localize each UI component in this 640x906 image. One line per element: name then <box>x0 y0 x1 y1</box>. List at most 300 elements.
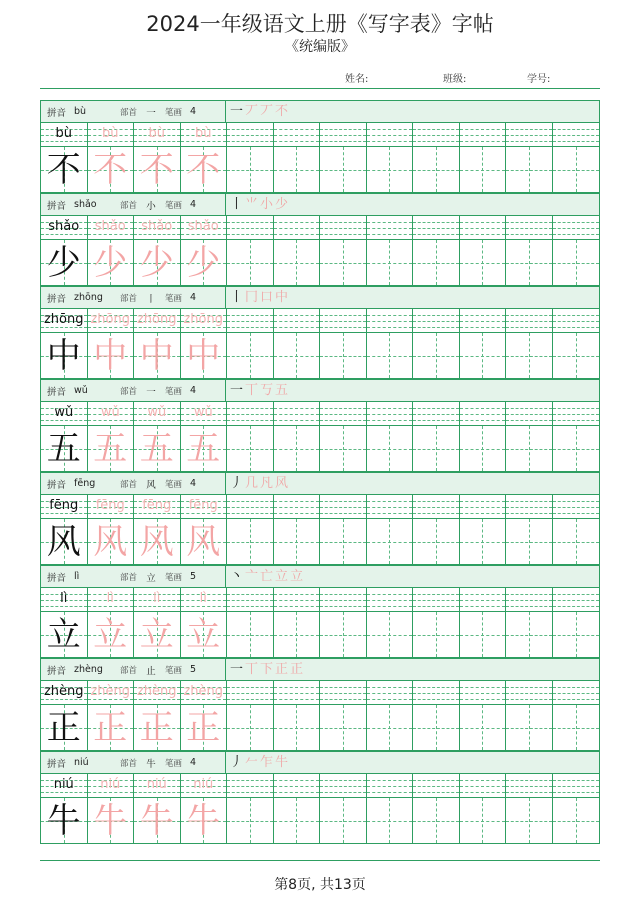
tian-grid-cell <box>506 705 553 750</box>
character-trace: 中 <box>139 336 174 376</box>
tian-grid-cell <box>320 147 367 192</box>
stroke-order-area <box>226 752 599 773</box>
pinyin-cell <box>227 216 274 239</box>
character-trace: 中 <box>186 336 221 376</box>
tian-grid-cell <box>460 240 507 285</box>
pinyin-cell <box>367 402 414 425</box>
pinyin-trace: zhèng <box>183 684 224 699</box>
tian-grid-cell <box>134 798 181 843</box>
info-row <box>40 193 600 215</box>
tian-grid-cell <box>367 612 414 657</box>
character-model: 不 <box>46 150 81 190</box>
pinyin-cell <box>506 402 553 425</box>
pinyin-cell <box>506 309 553 332</box>
pinyin-cell <box>460 774 507 797</box>
tian-grid-cell <box>460 333 507 378</box>
stroke-step: 丆 <box>245 104 259 119</box>
radical-label: 部首 <box>120 200 138 211</box>
tian-grid-cell <box>134 240 181 285</box>
radical-label: 部首 <box>120 572 138 583</box>
stroke-count-label: 笔画 <box>165 293 183 304</box>
pinyin-cell <box>88 123 135 146</box>
stroke-order <box>230 101 290 122</box>
tian-grid-cell <box>41 426 88 471</box>
character-writing-row <box>40 332 600 379</box>
pinyin-trace: fēng <box>95 498 125 513</box>
pinyin-cell <box>227 402 274 425</box>
tian-grid-cell <box>320 705 367 750</box>
pinyin-cell <box>134 588 181 611</box>
pinyin-cell <box>320 495 367 518</box>
pinyin-trace: zhōng <box>136 312 177 327</box>
pinyin-writing-row <box>40 122 600 146</box>
character-trace: 五 <box>93 429 128 469</box>
tian-grid-cell <box>274 519 321 564</box>
pinyin-cell <box>274 216 321 239</box>
pinyin-cell <box>274 588 321 611</box>
radical-label: 部首 <box>120 107 138 118</box>
pinyin-cell <box>553 495 600 518</box>
tian-grid-cell <box>413 798 460 843</box>
tian-grid-cell <box>413 147 460 192</box>
character-trace: 牛 <box>139 801 174 841</box>
pinyin-cell <box>181 681 228 704</box>
pinyin-trace: zhèng <box>136 684 177 699</box>
pinyin-cell <box>88 402 135 425</box>
tian-grid-cell <box>181 147 228 192</box>
radical-value: 一 <box>146 386 156 398</box>
pinyin-trace: bù <box>148 126 165 141</box>
pinyin-trace: fēng <box>188 498 218 513</box>
pinyin-cell <box>460 123 507 146</box>
pinyin-cell <box>274 495 321 518</box>
character-trace: 少 <box>139 243 174 283</box>
tian-grid-cell <box>134 519 181 564</box>
pinyin-cell <box>88 774 135 797</box>
char-info <box>41 659 226 680</box>
character-trace: 不 <box>93 150 128 190</box>
char-info <box>41 566 226 587</box>
char-info <box>41 194 226 215</box>
tian-grid-cell <box>460 798 507 843</box>
stroke-order-area <box>226 473 599 494</box>
practice-block <box>40 658 600 751</box>
char-info <box>41 752 226 773</box>
stroke-order-area <box>226 659 599 680</box>
tian-grid-cell <box>320 333 367 378</box>
tian-grid-cell <box>506 519 553 564</box>
stroke-count-value: 4 <box>190 106 197 117</box>
pinyin-trace: lì <box>199 591 207 606</box>
stroke-count-value: 4 <box>190 199 197 210</box>
pinyin-cell <box>506 681 553 704</box>
tian-grid-cell <box>88 147 135 192</box>
tian-grid-cell <box>506 612 553 657</box>
pinyin-cell <box>320 216 367 239</box>
info-row <box>40 472 600 494</box>
pinyin-cell <box>413 402 460 425</box>
tian-grid-cell <box>320 426 367 471</box>
character-trace: 正 <box>93 708 128 748</box>
pinyin-model: zhōng <box>43 312 84 327</box>
character-model: 正 <box>46 708 81 748</box>
pinyin-cell <box>88 681 135 704</box>
stroke-step: 丆 <box>260 104 274 119</box>
tian-grid-cell <box>506 333 553 378</box>
pinyin-writing-row <box>40 215 600 239</box>
character-writing-row <box>40 611 600 658</box>
practice-block <box>40 286 600 379</box>
pinyin-cell <box>506 123 553 146</box>
tian-grid-cell <box>413 426 460 471</box>
stroke-step: 凡 <box>260 476 274 491</box>
pinyin-writing-row <box>40 680 600 704</box>
pinyin-trace: wǔ <box>193 405 213 420</box>
stroke-step: 正 <box>275 662 289 677</box>
pinyin-model: zhèng <box>43 684 84 699</box>
top-rule <box>40 88 600 89</box>
pinyin-cell <box>553 123 600 146</box>
character-trace: 牛 <box>93 801 128 841</box>
stroke-step: 𠂉 <box>245 755 259 770</box>
stroke-step: 一 <box>230 104 244 119</box>
pinyin-cell <box>413 123 460 146</box>
tian-grid-cell <box>41 705 88 750</box>
tian-grid-cell <box>367 147 414 192</box>
tian-grid-cell <box>506 798 553 843</box>
pinyin-label: 拼音 <box>47 107 67 119</box>
pinyin-trace: bù <box>195 126 212 141</box>
pinyin-model: bù <box>55 126 72 141</box>
student-id-label: 学号: <box>527 74 551 85</box>
character-trace: 正 <box>139 708 174 748</box>
character-trace: 立 <box>139 615 174 655</box>
stroke-count-value: 5 <box>190 571 197 582</box>
pinyin-label: 拼音 <box>47 200 67 212</box>
character-trace: 五 <box>139 429 174 469</box>
name-label: 姓名: <box>345 74 369 85</box>
tian-grid-cell <box>227 147 274 192</box>
pinyin-trace: zhèng <box>90 684 131 699</box>
pinyin-cell <box>320 402 367 425</box>
pinyin-trace: bù <box>102 126 119 141</box>
pinyin-trace: lì <box>106 591 114 606</box>
character-model: 少 <box>46 243 81 283</box>
tian-grid-cell <box>320 240 367 285</box>
character-trace: 少 <box>93 243 128 283</box>
pinyin-writing-row <box>40 587 600 611</box>
character-writing-row <box>40 518 600 565</box>
radical-value: 立 <box>146 572 156 584</box>
tian-grid-cell <box>41 519 88 564</box>
character-trace: 少 <box>186 243 221 283</box>
stroke-count-label: 笔画 <box>165 200 183 211</box>
pinyin-trace: shǎo <box>94 219 126 234</box>
tian-grid-cell <box>553 519 600 564</box>
tian-grid-cell <box>134 333 181 378</box>
pinyin-model: lì <box>60 591 68 606</box>
character-writing-row <box>40 797 600 844</box>
tian-grid-cell <box>506 147 553 192</box>
pinyin-cell <box>134 495 181 518</box>
radical-label: 部首 <box>120 665 138 676</box>
character-trace: 牛 <box>186 801 221 841</box>
tian-grid-cell <box>460 147 507 192</box>
pinyin-cell <box>320 588 367 611</box>
character-trace: 风 <box>139 522 174 562</box>
page-title: 2024一年级语文上册《写字表》字帖 <box>146 12 494 36</box>
pinyin-cell <box>134 681 181 704</box>
tian-grid-cell <box>41 333 88 378</box>
stroke-step: 不 <box>275 104 289 119</box>
stroke-count-label: 笔画 <box>165 386 183 397</box>
stroke-step: 风 <box>275 476 289 491</box>
tian-grid-cell <box>506 426 553 471</box>
tian-grid-cell <box>274 705 321 750</box>
pinyin-cell <box>41 123 88 146</box>
pinyin-cell <box>320 774 367 797</box>
char-info <box>41 287 226 308</box>
pinyin-cell <box>367 681 414 704</box>
tian-grid-cell <box>460 705 507 750</box>
page-subtitle: 《统编版》 <box>285 39 355 55</box>
pinyin-cell <box>41 402 88 425</box>
info-row <box>40 379 600 401</box>
stroke-order <box>230 473 290 494</box>
tian-grid-cell <box>553 333 600 378</box>
tian-grid-cell <box>274 612 321 657</box>
pinyin-trace: zhōng <box>90 312 130 327</box>
stroke-step: 小 <box>260 197 274 212</box>
tian-grid-cell <box>134 705 181 750</box>
tian-grid-cell <box>88 240 135 285</box>
tian-grid-cell <box>227 798 274 843</box>
pinyin-cell <box>134 123 181 146</box>
radical-label: 部首 <box>120 479 138 490</box>
pinyin-cell <box>506 774 553 797</box>
stroke-count-label: 笔画 <box>165 479 183 490</box>
pinyin-cell <box>460 495 507 518</box>
pinyin-trace: shǎo <box>187 219 219 234</box>
pinyin-cell <box>460 681 507 704</box>
page-number: 第8页, 共13页 <box>274 877 366 893</box>
pinyin-cell <box>367 123 414 146</box>
tian-grid-cell <box>41 240 88 285</box>
pinyin-cell <box>41 309 88 332</box>
stroke-step: 丂 <box>260 383 274 398</box>
character-model: 中 <box>46 336 81 376</box>
character-trace: 五 <box>186 429 221 469</box>
pinyin-label: 拼音 <box>47 665 67 677</box>
stroke-count-label: 笔画 <box>165 665 183 676</box>
character-writing-row <box>40 425 600 472</box>
pinyin-writing-row <box>40 401 600 425</box>
tian-grid-cell <box>274 426 321 471</box>
character-trace: 不 <box>139 150 174 190</box>
character-trace: 中 <box>93 336 128 376</box>
stroke-step: 乍 <box>260 755 274 770</box>
tian-grid-cell <box>320 519 367 564</box>
stroke-step: 口 <box>260 290 274 305</box>
pinyin-cell <box>88 309 135 332</box>
tian-grid-cell <box>367 705 414 750</box>
pinyin-value: zhōng <box>74 292 103 303</box>
stroke-step: 丶 <box>230 569 244 584</box>
pinyin-value: bù <box>74 106 87 117</box>
pinyin-cell <box>181 123 228 146</box>
stroke-step: ⺌ <box>245 197 259 212</box>
character-model: 立 <box>46 615 81 655</box>
character-model: 牛 <box>46 801 81 841</box>
character-trace: 风 <box>186 522 221 562</box>
radical-label: 部首 <box>120 758 138 769</box>
tian-grid-cell <box>274 240 321 285</box>
pinyin-trace: fēng <box>142 498 172 513</box>
tian-grid-cell <box>367 519 414 564</box>
tian-grid-cell <box>227 240 274 285</box>
radical-value: 一 <box>146 107 156 119</box>
tian-grid-cell <box>88 612 135 657</box>
tian-grid-cell <box>460 426 507 471</box>
pinyin-cell <box>227 309 274 332</box>
tian-grid-cell <box>367 426 414 471</box>
stroke-count-value: 5 <box>190 664 197 675</box>
tian-grid-cell <box>134 426 181 471</box>
pinyin-value: zhèng <box>74 664 103 675</box>
pinyin-cell <box>227 123 274 146</box>
stroke-step: 五 <box>275 383 289 398</box>
practice-block <box>40 100 600 193</box>
pinyin-cell <box>367 216 414 239</box>
tian-grid-cell <box>274 147 321 192</box>
pinyin-cell <box>413 216 460 239</box>
pinyin-value: fēng <box>74 478 96 489</box>
tian-grid-cell <box>41 798 88 843</box>
pinyin-cell <box>553 309 600 332</box>
info-row <box>40 751 600 773</box>
pinyin-cell <box>553 774 600 797</box>
pinyin-cell <box>134 309 181 332</box>
stroke-order <box>230 566 305 587</box>
pinyin-cell <box>460 216 507 239</box>
practice-block <box>40 565 600 658</box>
pinyin-trace: niú <box>100 777 121 792</box>
tian-grid-cell <box>460 519 507 564</box>
pinyin-cell <box>553 588 600 611</box>
pinyin-value: lì <box>74 571 80 582</box>
tian-grid-cell <box>553 240 600 285</box>
stroke-step: 一 <box>230 662 244 677</box>
stroke-step: 正 <box>290 662 304 677</box>
stroke-step: 冂 <box>245 290 259 305</box>
pinyin-trace: niú <box>193 777 214 792</box>
tian-grid-cell <box>227 612 274 657</box>
tian-grid-cell <box>181 426 228 471</box>
pinyin-cell <box>134 402 181 425</box>
pinyin-cell <box>274 402 321 425</box>
tian-grid-cell <box>88 333 135 378</box>
pinyin-value: wǔ <box>74 385 88 396</box>
pinyin-cell <box>134 216 181 239</box>
pinyin-value: shǎo <box>74 199 97 210</box>
pinyin-cell <box>413 774 460 797</box>
practice-block <box>40 751 600 844</box>
pinyin-value: niú <box>74 757 89 768</box>
radical-label: 部首 <box>120 386 138 397</box>
info-row <box>40 100 600 122</box>
character-writing-row <box>40 146 600 193</box>
info-row <box>40 658 600 680</box>
pinyin-cell <box>274 681 321 704</box>
stroke-count-value: 4 <box>190 292 197 303</box>
stroke-count-value: 4 <box>190 757 197 768</box>
tian-grid-cell <box>413 519 460 564</box>
practice-block <box>40 193 600 286</box>
tian-grid-cell <box>367 333 414 378</box>
tian-grid-cell <box>227 705 274 750</box>
pinyin-cell <box>134 774 181 797</box>
stroke-step: 亠 <box>245 569 259 584</box>
tian-grid-cell <box>553 705 600 750</box>
stroke-order-area <box>226 101 599 122</box>
tian-grid-cell <box>553 426 600 471</box>
tian-grid-cell <box>181 612 228 657</box>
pinyin-cell <box>413 495 460 518</box>
tian-grid-cell <box>460 612 507 657</box>
pinyin-trace: shǎo <box>141 219 173 234</box>
tian-grid-cell <box>88 426 135 471</box>
pinyin-cell <box>367 495 414 518</box>
pinyin-writing-row <box>40 773 600 797</box>
stroke-step: 立 <box>275 569 289 584</box>
tian-grid-cell <box>413 612 460 657</box>
pinyin-cell <box>181 216 228 239</box>
pinyin-cell <box>41 774 88 797</box>
pinyin-cell <box>320 681 367 704</box>
pinyin-cell <box>41 216 88 239</box>
pinyin-cell <box>227 495 274 518</box>
pinyin-cell <box>367 588 414 611</box>
stroke-order <box>230 287 290 308</box>
radical-value: 止 <box>146 665 156 677</box>
tian-grid-cell <box>227 426 274 471</box>
tian-grid-cell <box>506 240 553 285</box>
pinyin-trace: zhōng <box>183 312 223 327</box>
pinyin-label: 拼音 <box>47 386 67 398</box>
pinyin-cell <box>88 495 135 518</box>
pinyin-cell <box>460 309 507 332</box>
character-writing-row <box>40 704 600 751</box>
pinyin-trace: wǔ <box>100 405 120 420</box>
pinyin-cell <box>367 309 414 332</box>
pinyin-trace: wǔ <box>147 405 167 420</box>
pinyin-cell <box>88 216 135 239</box>
pinyin-cell <box>227 588 274 611</box>
character-trace: 风 <box>93 522 128 562</box>
char-info <box>41 101 226 122</box>
stroke-step: 少 <box>275 197 289 212</box>
stroke-step: 丨 <box>230 290 244 305</box>
pinyin-cell <box>460 588 507 611</box>
character-writing-row <box>40 239 600 286</box>
pinyin-cell <box>181 588 228 611</box>
character-trace: 立 <box>93 615 128 655</box>
pinyin-cell <box>460 402 507 425</box>
tian-grid-cell <box>227 519 274 564</box>
pinyin-model: shǎo <box>48 219 80 234</box>
tian-grid-cell <box>88 705 135 750</box>
pinyin-cell <box>320 309 367 332</box>
